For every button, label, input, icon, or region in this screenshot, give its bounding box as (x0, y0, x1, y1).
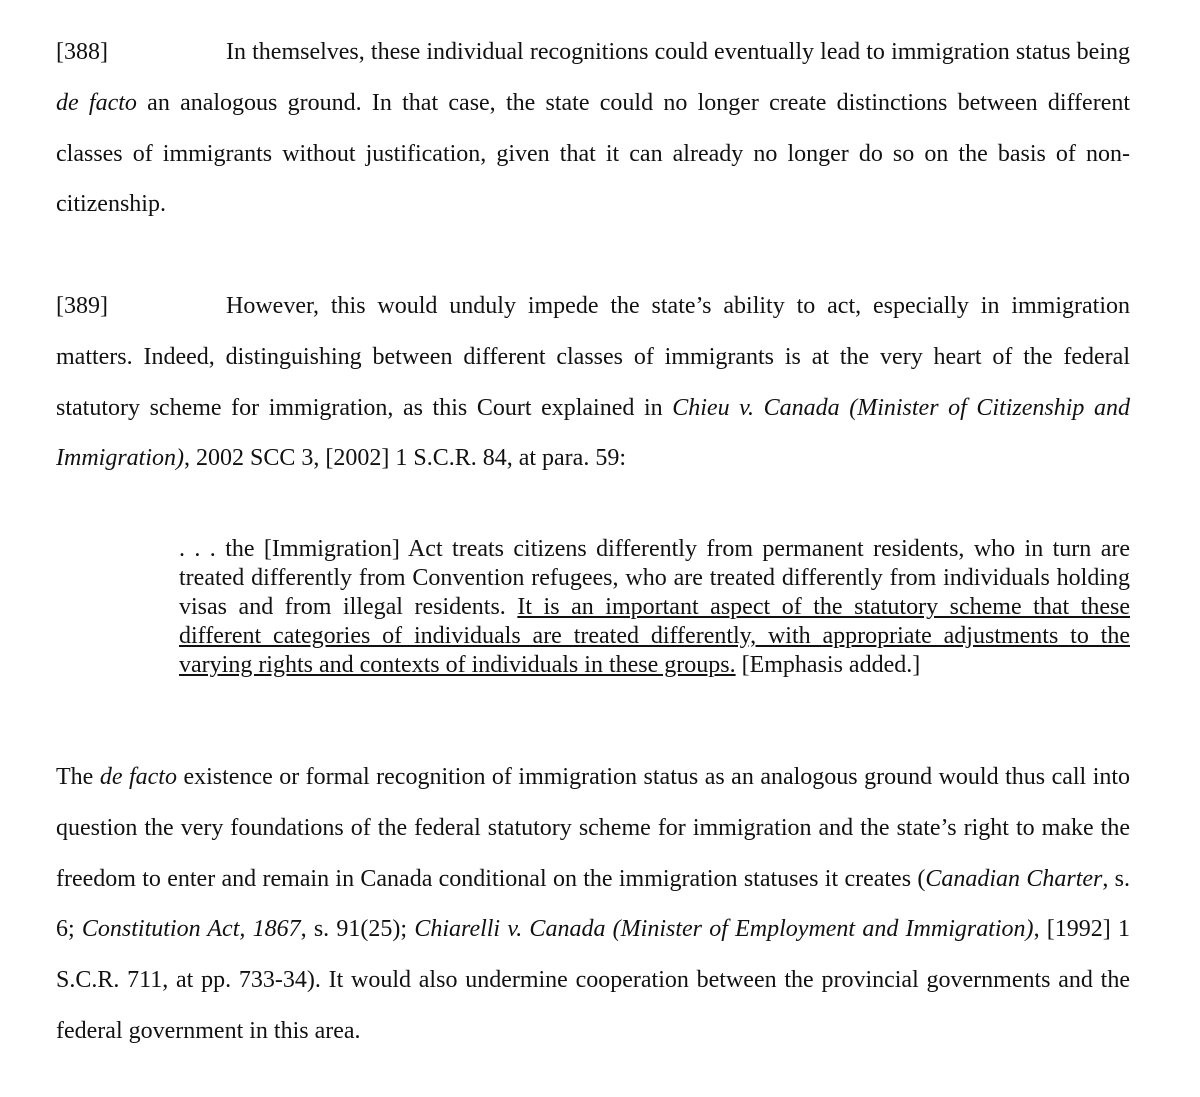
paragraph-text: , s. 91(25); (300, 916, 415, 943)
block-quote (179, 535, 1130, 680)
paragraph-text: In themselves, these individual recognitions could eventually lead to immigration status being (226, 39, 1130, 65)
paragraph-text: The (56, 764, 100, 790)
paragraph-389 (56, 281, 1130, 484)
quote-tail: [Emphasis added.] (735, 652, 921, 678)
paragraph-text: existence or formal recognition of immigration status as an analogous ground would thus call into question the very foundations of the federal statutory scheme for immigration and the state’s right to make the freedom to enter and remain in Canada conditional on the immigration statuses it creates ( (56, 764, 1131, 892)
paragraph-number: [388] (56, 39, 108, 65)
statute-citation: Canadian Charter (925, 865, 1103, 892)
italic-term: de facto (99, 764, 177, 790)
paragraph-text: , s. 6; (56, 865, 1131, 943)
paragraph-continuation (56, 752, 1130, 1057)
italic-term: de facto (56, 89, 137, 116)
quote-emphasis: It is an important aspect of the statutory scheme that these different categories of individuals are treated differently, with appropriate adjustments to the varying rights and contexts of individuals in these groups. (179, 594, 1131, 678)
paragraph-text: , 2002 SCC 3, [2002] 1 S.C.R. 84, at para. 59: (184, 445, 626, 472)
quote-text: . . . the [Immigration] Act treats citizens differently from permanent residents, who in turn are treated differently from Convention refugees, who are treated differently from individuals holding visas and from illegal residents. (179, 536, 1130, 620)
paragraph-text: However, this would unduly impede the state’s ability to act, especially in immigration matters. Indeed, distinguishing between different classes of immigrants is at the very heart of the federal statutory scheme for immigration, as this Court explained in (56, 293, 1130, 421)
paragraph-text: an analogous ground. In that case, the state could no longer create distinctions between different classes of immigrants without justification, given that it can already no longer do so on the basis of non-citizenship. (56, 89, 1131, 218)
paragraph-text: , [1992] 1 S.C.R. 711, at pp. 733-34). It would also undermine cooperation between the provincial governments and the federal government in this area. (56, 916, 1131, 1044)
case-citation: Chiarelli v. Canada (Minister of Employment and Immigration) (414, 916, 1034, 943)
paragraph-388 (56, 27, 1130, 230)
case-citation: Chieu v. Canada (Minister of Citizenship and Immigration) (56, 394, 1130, 472)
statute-citation: Constitution Act, 1867 (81, 916, 301, 943)
paragraph-number: [389] (56, 293, 108, 319)
